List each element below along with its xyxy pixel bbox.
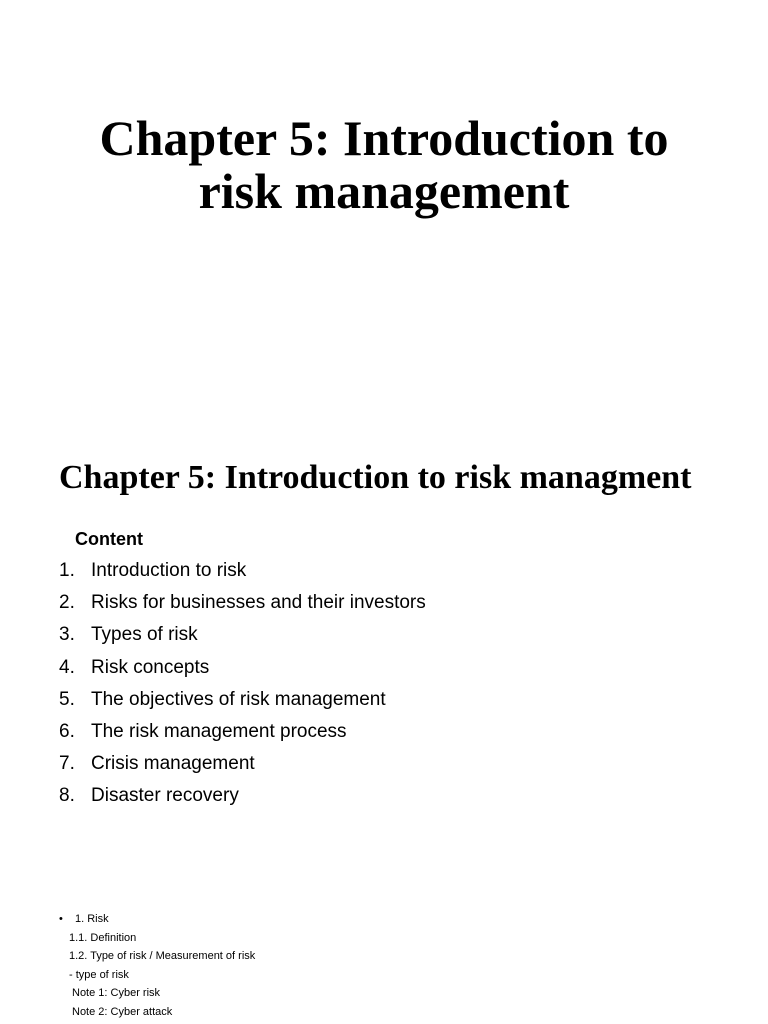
slide-title-line-1: Chapter 5: Introduction to: [99, 110, 669, 166]
slide-title: [40, 112, 728, 218]
note-line: [59, 967, 255, 986]
list-item-text: The objectives of risk management: [91, 688, 386, 710]
list-item: [59, 784, 426, 816]
notes-section: [59, 911, 255, 1023]
note-line: [59, 1004, 255, 1023]
list-item-text: Introduction to risk: [91, 560, 247, 581]
note-line-text: 1.1. Definition: [69, 931, 137, 944]
table-of-contents: [59, 559, 426, 817]
list-item-number: 7.: [59, 753, 75, 775]
content-label: Content: [75, 529, 143, 549]
list-item-number: 6.: [59, 720, 75, 742]
list-item-text: The risk management process: [91, 720, 347, 742]
note-line-text: - type of risk: [69, 968, 129, 981]
note-line-text: Note 1: Cyber risk: [72, 987, 161, 1000]
list-item: [59, 752, 426, 784]
note-line: [59, 948, 255, 967]
note-line-text: 1.2. Type of risk / Measurement of risk: [69, 950, 256, 963]
list-item-number: 5.: [59, 688, 75, 710]
list-item-text: Disaster recovery: [91, 785, 239, 807]
list-item-number: 2.: [59, 592, 75, 614]
list-item: [59, 591, 426, 623]
list-item-text: Risks for businesses and their investors: [91, 592, 426, 614]
note-line: [59, 930, 255, 949]
note-line: [59, 911, 255, 930]
list-item: [59, 559, 426, 591]
list-item-number: 4.: [59, 656, 75, 678]
list-item: [59, 623, 426, 655]
list-item-text: Crisis management: [91, 753, 255, 775]
list-item-number: 3.: [59, 624, 75, 646]
list-item: [59, 720, 426, 752]
list-item-text: Types of risk: [91, 624, 198, 646]
list-item-number: 8.: [59, 785, 75, 807]
note-line-text: Note 2: Cyber attack: [72, 1005, 173, 1018]
bullet-icon: •: [59, 913, 63, 925]
list-item: [59, 688, 426, 720]
note-line: [59, 985, 255, 1004]
list-item-number: 1.: [59, 560, 75, 581]
list-item: [59, 656, 426, 688]
chapter-heading: Chapter 5: Introduction to risk managment: [59, 459, 692, 496]
slide-title-line-2: risk management: [198, 163, 570, 219]
note-line-text: 1. Risk: [75, 913, 109, 925]
list-item-text: Risk concepts: [91, 656, 210, 678]
